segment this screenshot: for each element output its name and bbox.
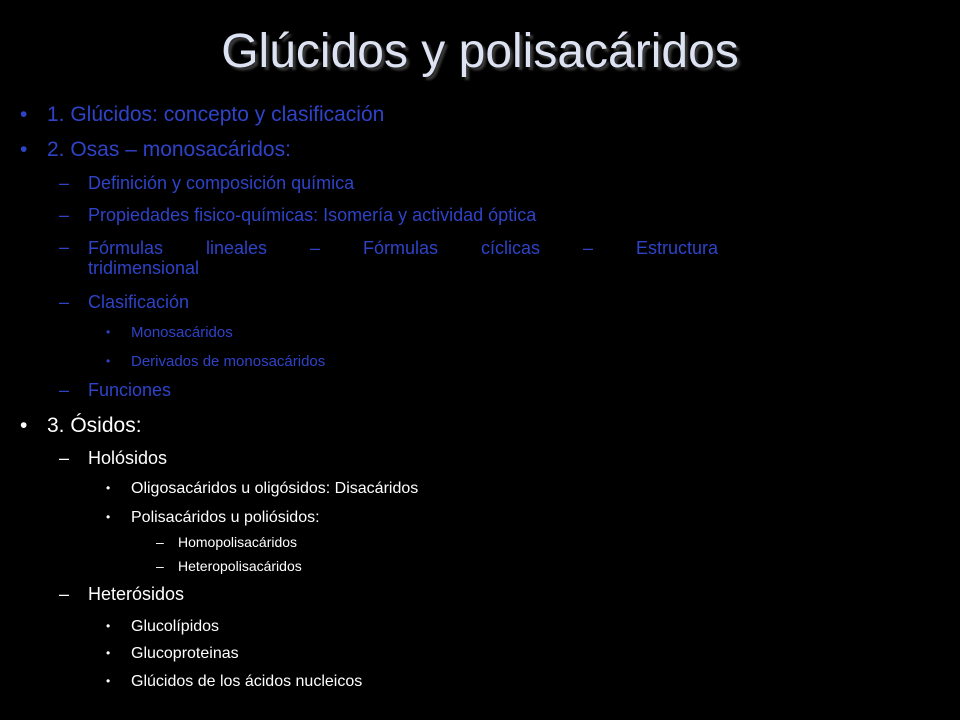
bullet-level2: – bbox=[59, 380, 70, 400]
word: Fórmulas bbox=[88, 238, 164, 258]
holosidos-item-text: Polisacáridos u poliósidos: bbox=[131, 509, 320, 526]
bullet-level2: – bbox=[59, 292, 70, 312]
bullet-level2: – bbox=[59, 237, 70, 257]
outline-item-2-text: 2. Osas – monosacáridos: bbox=[47, 138, 291, 161]
holosidos-item-text: Oligosacáridos u oligósidos: Disacáridos bbox=[131, 480, 419, 497]
osas-sub-funciones-text: Funciones bbox=[88, 380, 172, 400]
osas-sub-formulas-line2: tridimensional bbox=[88, 258, 200, 278]
heterosidos-item-text: Glucolípidos bbox=[131, 618, 220, 635]
osas-sub-clasificacion-text: Clasificación bbox=[88, 292, 190, 312]
bullet-level4: – bbox=[156, 558, 164, 574]
bullet-level3: • bbox=[106, 646, 111, 660]
word: lineales bbox=[205, 238, 268, 258]
osas-sub-definicion-text: Definición y composición química bbox=[88, 173, 355, 193]
bullet-level3: • bbox=[106, 619, 111, 633]
clasificacion-item-text: Derivados de monosacáridos bbox=[131, 353, 326, 370]
osidos-sub-heterosidos-text: Heterósidos bbox=[88, 584, 185, 604]
outline-item-3-text: 3. Ósidos: bbox=[47, 414, 142, 437]
osas-sub-formulas bbox=[88, 237, 718, 280]
bullet-level2: – bbox=[59, 205, 70, 225]
clasificacion-item-text: Monosacáridos bbox=[131, 324, 233, 341]
bullet-level3: • bbox=[106, 481, 111, 495]
bullet-level2: – bbox=[59, 584, 70, 604]
bullet-level3: • bbox=[106, 354, 111, 368]
bullet-level2: – bbox=[59, 448, 70, 468]
slide-title: Glúcidos y polisacáridos bbox=[221, 25, 739, 78]
polisacaridos-item-text: Heteropolisacáridos bbox=[178, 558, 302, 574]
heterosidos-item-text: Glucoproteinas bbox=[131, 645, 239, 662]
osas-sub-propiedades-text: Propiedades fisico-químicas: Isomería y actividad óptica bbox=[88, 205, 537, 225]
bullet-level1: • bbox=[20, 138, 28, 161]
bullet-level3: • bbox=[106, 674, 111, 688]
word: Estructura bbox=[635, 238, 718, 258]
word: – bbox=[582, 238, 593, 258]
bullet-level4: – bbox=[156, 534, 164, 550]
bullet-level1: • bbox=[20, 414, 28, 437]
word: cíclicas bbox=[480, 238, 540, 258]
heterosidos-item-text: Glúcidos de los ácidos nucleicos bbox=[131, 673, 363, 690]
bullet-level1: • bbox=[20, 103, 28, 126]
bullet-level2: – bbox=[59, 173, 70, 193]
word: Fórmulas bbox=[362, 238, 438, 258]
bullet-level3: • bbox=[106, 510, 111, 524]
outline-item-1-text: 1. Glúcidos: concepto y clasificación bbox=[47, 103, 385, 126]
bullet-level3: • bbox=[106, 325, 111, 339]
polisacaridos-item-text: Homopolisacáridos bbox=[178, 534, 298, 550]
word: – bbox=[310, 238, 321, 258]
osidos-sub-holosidos-text: Holósidos bbox=[88, 448, 168, 468]
